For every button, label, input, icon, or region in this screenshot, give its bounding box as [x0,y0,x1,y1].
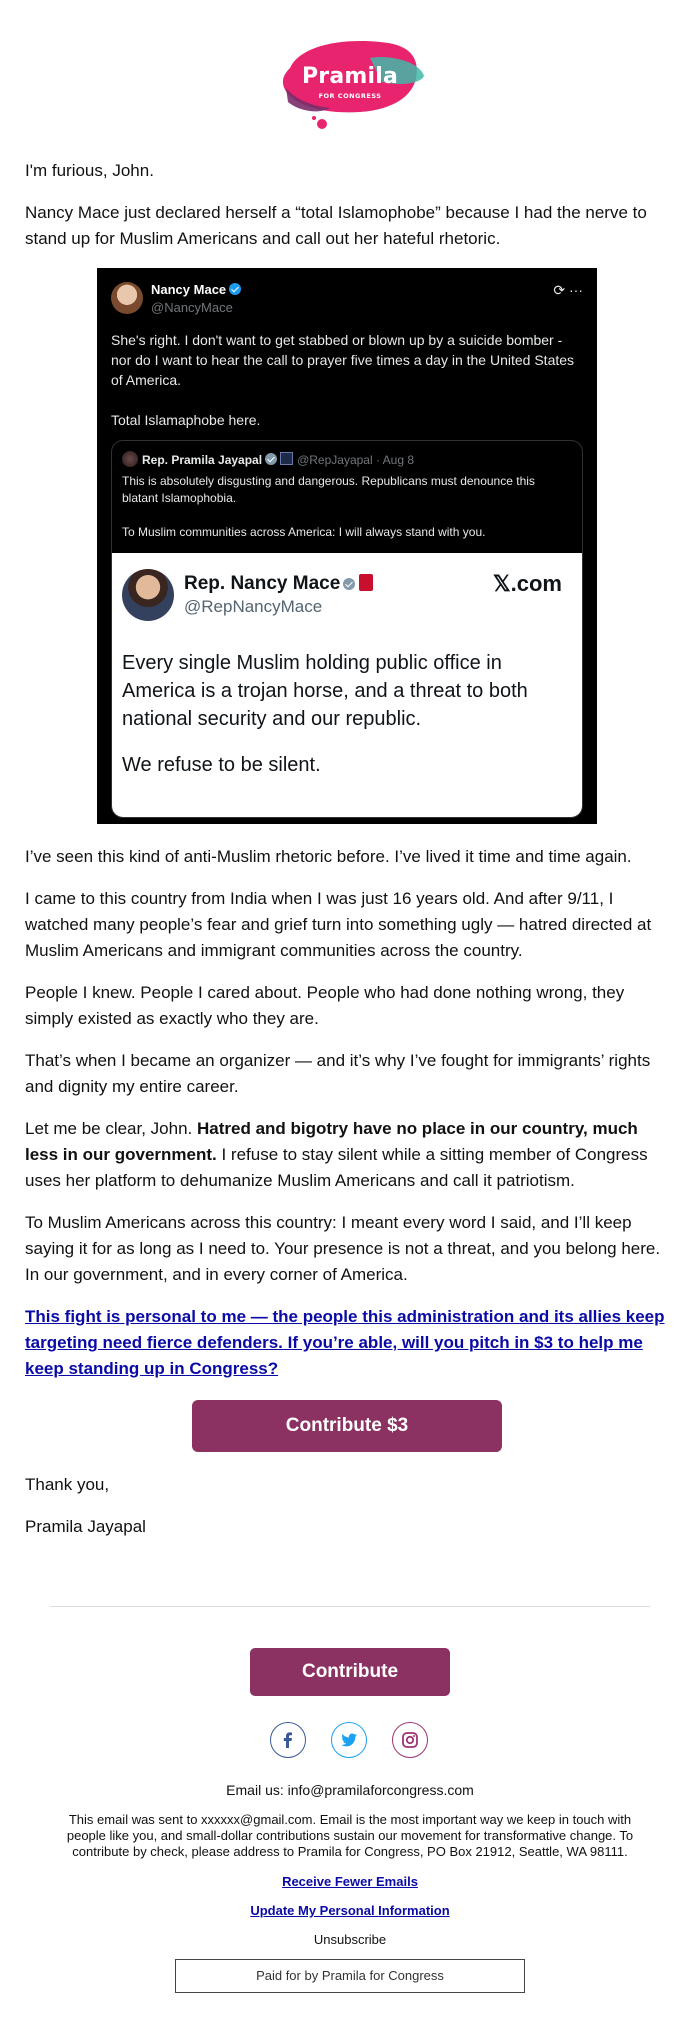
quoted-tweet-header [122,451,414,467]
footer-divider [50,1606,650,1607]
quoted-image-card [112,553,582,817]
card-author-handle: @RepNancyMace [184,597,323,616]
contribute-button[interactable]: Contribute [250,1648,450,1696]
tweet-text-line-1: She's right. I don't want to get stabbed or blown up by a suicide bomber - nor do I want to hear the call to prayer five times a day in the United States of America. [111,332,575,388]
x-logo: 𝕏.com [492,571,562,596]
avatar [111,282,143,314]
quoted-tweet-text [122,473,567,558]
tweet-text [111,330,581,450]
tweet-text-line-2: Total Islamaphobe here. [111,412,261,428]
paragraph-intro: Nancy Mace just declared herself a “total Islamophobe” because I had the nerve to stand up for Muslim Americans and call out her hateful rhetoric. [25,203,647,248]
quoted-text-line-2: To Muslim communities across America: I will always stand with you. [122,525,486,539]
card-text [122,649,552,797]
signoff: Thank you, [25,1475,110,1494]
paragraph-3: I came to this country from India when I was just 16 years old. And after 9/11, I watched many people’s fear and grief turn into something ugly — hatred directed at Muslim Americans and immigrant communities across the country. [25,889,652,960]
email-us: Email us: info@pramilaforcongress.com [226,1782,474,1798]
instagram-icon[interactable] [392,1722,428,1758]
tweet-author-name: Nancy Mace [151,282,241,297]
card-text-line-1: Every single Muslim holding public office in America is a trojan horse, and a threat to both national security and our republic. [122,652,528,730]
quoted-author-handle: @RepJayapal · Aug 8 [297,453,414,467]
campaign-logo[interactable] [270,28,430,132]
update-info-link[interactable]: Update My Personal Information [250,1903,450,1918]
paragraph-6: Let me be clear, John. Hatred and bigotry have no place in our country, much less in our government. I refuse to stay silent while a sitting member of Congress uses her platform to dehumanize Muslim Americans and call it patriotism. [25,1119,648,1190]
donate-cta-link[interactable]: This fight is personal to me — the people this administration and its allies keep targeting need fierce defenders. If you’re able, will you pitch in $3 to help me keep standing up in Congress? [25,1307,665,1378]
twitter-icon[interactable] [331,1722,367,1758]
paid-for-disclaimer: Paid for by Pramila for Congress [175,1959,525,1993]
verified-badge-icon [343,578,355,590]
paragraph-7: To Muslim Americans across this country: I meant every word I said, and I’ll keep saying it for as long as I need to. Your presence is not a threat, and you belong here. In our government, and in every corner of America. [25,1213,661,1284]
email-body [25,158,669,1556]
footer [0,1648,700,1993]
quoted-author-name: Rep. Pramila Jayapal [142,453,263,467]
unsubscribe-link[interactable]: Unsubscribe [313,1932,387,1947]
flag-icon [359,574,373,591]
verified-badge-icon [229,283,241,295]
card-author-name: Rep. Nancy Mace [184,573,373,595]
logo-name: Pramila [301,64,399,89]
contribute-3-button[interactable]: Contribute $3 [192,1400,502,1452]
grok-more-icon: ⟳ ··· [553,282,583,298]
avatar [122,451,138,467]
tweet-screenshot [97,268,597,824]
signature: Pramila Jayapal [25,1517,146,1536]
avatar [122,569,174,621]
quoted-tweet [111,440,583,818]
greeting: I'm furious, John. [25,161,154,180]
facebook-icon[interactable] [270,1722,306,1758]
paragraph-6-bold: Hatred and bigotry have no place in our country, much less in our government. [25,1119,638,1164]
government-badge-icon [280,452,293,465]
verified-badge-icon [265,453,277,465]
paragraph-2: I’ve seen this kind of anti-Muslim rhetoric before. I’ve lived it time and time again. [25,847,632,866]
tweet-author-handle: @NancyMace [151,300,233,315]
card-text-line-2: We refuse to be silent. [122,754,321,776]
disclaimer: This email was sent to xxxxxx@gmail.com. Email is the most important way we keep in touch with people like you, and small-dollar contributions sustain our movement for transformative change. To contribute by check, please address to Pramila for Congress, PO Box 21912, Seattle, WA 98111. [66,1812,634,1859]
social-links [270,1722,430,1760]
paragraph-5: That’s when I became an organizer — and it’s why I’ve fought for immigrants’ rights and dignity my entire career. [25,1051,651,1096]
logo-subtext: FOR CONGRESS [318,92,382,100]
quoted-text-line-1: This is absolutely disgusting and dangerous. Republicans must denounce this blatant Islamophobia. [122,474,535,505]
paragraph-4: People I knew. People I cared about. People who had done nothing wrong, they simply existed as exactly who they are. [25,983,625,1028]
receive-fewer-emails-link[interactable]: Receive Fewer Emails [282,1874,418,1889]
